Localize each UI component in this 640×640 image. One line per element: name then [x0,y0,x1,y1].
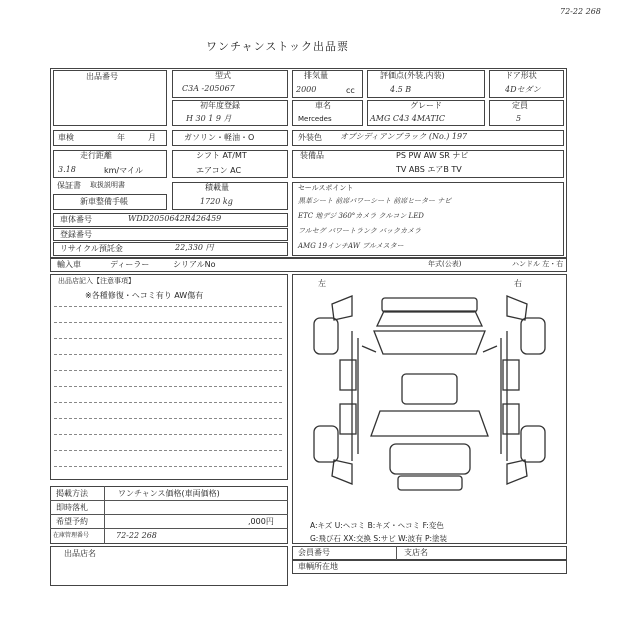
dealer-label: ディーラー [110,260,150,269]
first-reg-value: H 30 1 9 月 [186,114,232,123]
handle-label: ハンドル 左・右 [512,260,564,268]
legend-line-1: A:キズ U:ヘコミ B:キズ・ヘコミ F:変色 [310,521,444,530]
recycle-label: リサイクル預託金 [60,244,123,253]
year-label: 年式(公表) [428,260,462,268]
left-label: 左 [318,279,326,288]
branch-label: 支店名 [404,548,428,557]
mileage-value: 3.18 [58,165,76,174]
store-label: 出品店名 [64,549,96,558]
new-reg-label: 新車整備手帳 [80,197,128,206]
score-value: 4.5 B [390,85,412,94]
hope-unit: ,000円 [248,517,274,526]
stock-value: 72-22 268 [116,531,157,540]
displacement-unit: cc [346,86,355,95]
serial-label: シリアルNo [173,260,216,269]
reg-no-label: 登録番号 [60,230,92,239]
name-label: 車名 [315,101,331,110]
sales-point-3: フルセグ パワートランク バックカメラ [298,227,422,235]
recycle-value: 22,330 円 [175,243,214,252]
car-diagram [292,286,567,516]
right-label: 右 [514,279,522,288]
method-label: 掲載方法 [56,489,88,498]
notes-first: ※各種修復・ヘコミ有り AW傷有 [85,291,204,300]
grade-value: AMG C43 4MATIC [370,114,445,123]
ac-label: エアコン AC [196,166,242,175]
stock-label: 在庫管理番号 [53,532,90,539]
equip-value-1: PS PW AW SR ナビ [396,151,469,160]
inspection-month-label: 月 [148,133,156,142]
sales-point-2: ETC 地デジ 360°カメラ クルコン LED [298,212,424,220]
door-value: 4Dセダン [505,85,541,94]
sales-point-4: AMG 19インチAW ブルメスター [298,242,404,250]
inspection-year-label: 年 [117,133,125,142]
color-value: オブシディアンブラック (No.) 197 [340,132,468,141]
page-title: ワンチャンストック出品票 [206,40,350,53]
chassis-label: 車体番号 [60,215,92,224]
legend-line-2: G:飛び石 XX:交換 S:サビ W:波有 P:塗装 [310,534,448,543]
displacement-label: 排気量 [304,71,328,80]
warranty-label: 保証書 [57,181,81,190]
shift-label: シフト AT/MT [196,151,247,160]
import-label: 輸入車 [57,260,81,269]
notes-header: 出品店記入【注意事項】 [58,277,135,285]
sales-point-1: 黒革シート 前席パワーシート 前席ヒーター ナビ [298,197,452,205]
model-label: 型式 [215,71,231,80]
mileage-unit: km/マイル [104,166,143,175]
fuel-label: ガソリン・軽油・O [184,133,255,142]
member-label: 会員番号 [298,548,330,557]
lot-label: 出品番号 [86,72,118,81]
method-value: ワンチャンス価格(車両価格) [118,489,220,498]
name-value: Mercedes [298,115,332,123]
sales-point-label: セールスポイント [298,184,354,192]
manual-label: 取扱説明書 [90,181,125,189]
capacity-value: 5 [516,114,522,123]
displacement-value: 2000 [296,85,317,94]
score-label: 評価点(外装,内装) [380,71,445,80]
equip-value-2: TV ABS エアB TV [396,165,462,174]
inspection-label: 車検 [58,133,74,142]
mileage-label: 走行距離 [80,151,112,160]
door-label: ドア形状 [505,71,537,80]
chassis-value: WDD2050642R426459 [128,214,222,223]
first-reg-label: 初年度登録 [200,101,240,110]
equip-label: 装備品 [300,151,324,160]
weight-label: 積載量 [205,183,229,192]
model-value: C3A -205067 [182,84,235,93]
location-label: 車輌所在地 [298,562,338,571]
grade-label: グレード [410,101,442,110]
capacity-label: 定員 [512,101,528,110]
color-label: 外装色 [298,133,322,142]
doc-number: 72-22 268 [560,7,601,16]
instant-label: 即時落札 [56,503,88,512]
hope-label: 希望予約 [56,517,88,526]
member-row [292,546,567,560]
weight-value: 1720 kg [200,197,233,206]
